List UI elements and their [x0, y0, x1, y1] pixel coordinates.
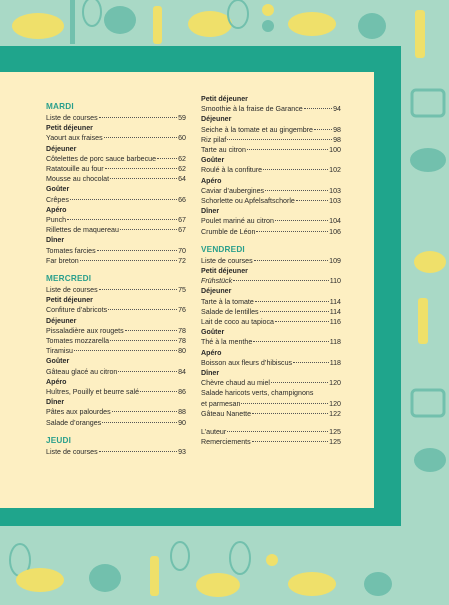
- toc-entry[interactable]: [46, 133, 186, 143]
- day-heading-mardi: MARDI: [46, 102, 74, 111]
- plate-icon: [364, 572, 392, 596]
- toc-entry-page: 103: [329, 197, 341, 206]
- toc-entry-page: 114: [329, 307, 341, 316]
- toc-entry-title: Thé à la menthe: [201, 338, 253, 347]
- dot-leader: [99, 117, 177, 118]
- grill-icon: [410, 148, 446, 172]
- skewer-icon: [262, 20, 274, 32]
- toc-entry[interactable]: [201, 437, 341, 447]
- dot-leader: [110, 340, 177, 341]
- meal-heading: Apéro: [201, 348, 222, 357]
- pan-icon: [12, 13, 64, 39]
- toc-entry-page: 78: [178, 337, 186, 346]
- toc-entry-page: 120: [329, 379, 341, 388]
- dot-leader: [271, 382, 328, 383]
- toc-entry-title: Côtelettes de porc sauce barbecue: [46, 154, 157, 163]
- toc-entry[interactable]: [46, 305, 186, 315]
- toc-entry[interactable]: [46, 367, 186, 377]
- dot-leader: [265, 190, 328, 191]
- meal-heading: Dîner: [201, 207, 220, 216]
- dot-leader: [120, 229, 177, 230]
- toc-entry-page: 59: [178, 114, 186, 122]
- toc-entry-page: 62: [178, 165, 186, 174]
- toc-entry-title: Smoothie à la fraise de Garance: [201, 105, 303, 114]
- dot-leader: [260, 311, 329, 312]
- toc-entry[interactable]: [201, 145, 341, 155]
- dot-leader: [247, 149, 328, 150]
- meal-heading: Petit déjeuner: [46, 296, 93, 305]
- toc-entry[interactable]: [201, 427, 341, 437]
- toc-entry-page: 66: [178, 195, 186, 204]
- dot-leader: [296, 200, 328, 201]
- toc-entry-title: Poulet mariné au citron: [201, 217, 274, 226]
- toc-entry-title: Gâteau Nanette: [201, 409, 252, 418]
- toc-entry-title: Riz pilaf: [201, 135, 227, 144]
- toc-entry-page: 86: [178, 388, 186, 397]
- pan-icon: [288, 572, 336, 596]
- toc-entry-title: Huîtres, Pouilly et beurre salé: [46, 388, 140, 397]
- plate-icon: [89, 564, 121, 592]
- contents-page: [0, 72, 374, 508]
- toc-entry[interactable]: [201, 186, 341, 196]
- toc-entry-page: 109: [329, 256, 341, 265]
- bottle-icon: [153, 6, 162, 44]
- toc-entry-page: 118: [329, 338, 341, 347]
- toc-entry-title: Lait de coco au tapioca: [201, 318, 274, 327]
- toc-entry-page: 120: [329, 399, 341, 408]
- pan-icon: [414, 251, 446, 273]
- dot-leader: [252, 441, 328, 442]
- dot-leader: [112, 411, 177, 412]
- toc-entry-page: 100: [329, 146, 341, 155]
- toc-entry[interactable]: [46, 195, 186, 205]
- meal-heading: Apéro: [201, 176, 222, 185]
- dot-leader: [99, 289, 177, 290]
- pan-icon: [188, 11, 232, 37]
- basket-icon: [412, 90, 444, 116]
- dot-leader: [80, 260, 177, 261]
- toc-entry-page: 93: [178, 447, 186, 456]
- toc-entry[interactable]: [201, 125, 341, 135]
- toc-entry-page: 76: [178, 306, 186, 315]
- toc-entry-page: 88: [178, 408, 186, 417]
- dot-leader: [293, 362, 329, 363]
- dot-leader: [140, 391, 177, 392]
- toc-entry[interactable]: [46, 285, 186, 295]
- toc-entry-page: 90: [178, 418, 186, 427]
- contents-column-right: [201, 94, 341, 448]
- toc-entry-title: Ratatouille au four: [46, 165, 104, 174]
- toc-entry[interactable]: [201, 409, 341, 419]
- pan-icon: [16, 568, 64, 592]
- toc-entry[interactable]: [201, 104, 341, 114]
- toc-entry-page: 72: [178, 256, 186, 265]
- section-gap: [201, 419, 341, 427]
- toc-entry-page: 64: [178, 175, 186, 184]
- bottle-icon: [418, 298, 428, 344]
- dot-leader: [275, 220, 328, 221]
- toc-entry-title: Salade d’oranges: [46, 418, 102, 427]
- toc-entry[interactable]: [46, 346, 186, 356]
- pan-icon: [196, 573, 240, 597]
- dot-leader: [110, 178, 177, 179]
- dot-leader: [241, 403, 328, 404]
- toc-entry[interactable]: [46, 447, 186, 457]
- meal-heading: Dîner: [201, 369, 220, 378]
- dot-leader: [233, 280, 329, 281]
- dot-leader: [252, 413, 328, 414]
- toc-entry-page: 102: [329, 166, 341, 175]
- toc-entry[interactable]: [201, 276, 341, 286]
- whisk-icon: [171, 542, 189, 570]
- toc-entry-page: 60: [178, 134, 186, 143]
- meal-heading: Apéro: [46, 377, 67, 386]
- toc-entry-page: 98: [333, 125, 341, 134]
- dot-leader: [227, 139, 332, 140]
- plate-icon: [104, 6, 136, 34]
- meal-heading: Déjeuner: [46, 144, 77, 153]
- dot-leader: [314, 129, 332, 130]
- dot-leader: [97, 250, 177, 251]
- toc-entry[interactable]: [201, 399, 341, 409]
- meal-heading: Déjeuner: [46, 316, 77, 325]
- toc-entry[interactable]: [201, 227, 341, 237]
- dot-leader: [104, 137, 177, 138]
- bottle-icon: [415, 10, 425, 58]
- toc-entry-page: 84: [178, 367, 186, 376]
- toc-entry-title: Liste de courses: [201, 256, 253, 265]
- bottle-icon: [150, 556, 159, 596]
- toc-entry[interactable]: [46, 164, 186, 174]
- dot-leader: [99, 451, 177, 452]
- whisk-icon: [230, 542, 250, 574]
- meal-heading: Déjeuner: [201, 287, 232, 296]
- grill-icon: [414, 448, 446, 472]
- toc-entry[interactable]: [201, 297, 341, 307]
- dot-leader: [67, 219, 177, 220]
- toc-entry-title: Chèvre chaud au miel: [201, 379, 271, 388]
- toc-entry-page: 125: [329, 428, 341, 437]
- toc-entry-title: Tomates mozzarella: [46, 337, 110, 346]
- skewer-icon: [266, 554, 278, 566]
- skewer-icon: [262, 4, 274, 16]
- toc-entry-page: 67: [178, 216, 186, 225]
- whisk-icon: [83, 0, 101, 26]
- dot-leader: [304, 108, 332, 109]
- toc-entry[interactable]: [201, 196, 341, 206]
- toc-entry-page: 78: [178, 326, 186, 335]
- spoon-icon: [70, 0, 75, 44]
- toc-entry-page: 116: [329, 318, 341, 327]
- day-heading-mercredi: MERCREDI: [46, 274, 92, 284]
- day-heading-jeudi: JEUDI: [46, 435, 72, 445]
- toc-entry-title: Frühstück: [201, 277, 233, 286]
- meal-heading: Apéro: [46, 205, 67, 214]
- toc-entry-title: Gâteau glacé au citron: [46, 367, 118, 376]
- toc-entry-page: 104: [329, 217, 341, 226]
- toc-entry[interactable]: [46, 326, 186, 336]
- toc-entry-title: Seiche à la tomate et au gingembre: [201, 125, 313, 134]
- dot-leader: [74, 350, 177, 351]
- toc-entry-title: Liste de courses: [46, 114, 98, 122]
- dot-leader: [227, 431, 328, 432]
- toc-entry[interactable]: [46, 407, 186, 417]
- toc-entry[interactable]: [46, 418, 186, 428]
- toc-entry-title: Roulé à la confiture: [201, 166, 263, 175]
- toc-entry[interactable]: [46, 154, 186, 164]
- toc-entry[interactable]: [46, 225, 186, 235]
- toc-entry[interactable]: [201, 378, 341, 388]
- meal-heading: Goûter: [46, 357, 70, 366]
- day-heading-vendredi: VENDREDI: [201, 244, 245, 254]
- dot-leader: [70, 199, 177, 200]
- toc-entry-title: Liste de courses: [46, 447, 98, 456]
- basket-icon: [412, 390, 444, 416]
- dot-leader: [275, 321, 329, 322]
- dot-leader: [108, 309, 177, 310]
- dot-leader: [263, 169, 328, 170]
- toc-entry-page: 103: [329, 186, 341, 195]
- toc-entry-page: 122: [329, 409, 341, 418]
- toc-entry-page: 106: [329, 227, 341, 236]
- toc-entry-title: Pâtes aux palourdes: [46, 408, 111, 417]
- recipe-title-line: Salade haricots verts, champignons: [201, 389, 314, 398]
- whisk-icon: [228, 0, 248, 28]
- toc-entry-title: Salade de lentilles: [201, 307, 259, 316]
- toc-entry[interactable]: [201, 337, 341, 347]
- toc-entry[interactable]: [201, 307, 341, 317]
- meal-heading: Petit déjeuner: [201, 95, 248, 103]
- toc-entry-title: Crumble de Léon: [201, 227, 256, 236]
- toc-entry-title: Far breton: [46, 256, 79, 265]
- toc-entry[interactable]: [46, 246, 186, 256]
- toc-entry[interactable]: [46, 336, 186, 346]
- dot-leader: [256, 231, 328, 232]
- toc-entry-page: 118: [329, 358, 341, 367]
- meal-heading: Déjeuner: [201, 115, 232, 124]
- contents-column-left: [46, 94, 186, 457]
- toc-entry[interactable]: [46, 215, 186, 225]
- toc-entry-page: 110: [329, 277, 341, 286]
- toc-entry[interactable]: [201, 317, 341, 327]
- toc-entry-page: 62: [178, 154, 186, 163]
- toc-entry[interactable]: [201, 358, 341, 368]
- toc-entry-title: Yaourt aux fraises: [46, 134, 103, 143]
- meal-heading: Goûter: [201, 156, 225, 165]
- dot-leader: [102, 422, 177, 423]
- toc-entry[interactable]: [201, 256, 341, 266]
- toc-entry-title: Boisson aux fleurs d’hibiscus: [201, 358, 293, 367]
- meal-heading: Petit déjeuner: [46, 124, 93, 133]
- toc-entry-title: Tomates farcies: [46, 246, 96, 255]
- toc-entry[interactable]: [46, 113, 186, 123]
- toc-entry-title: Tarte au citron: [201, 146, 246, 155]
- meal-heading: Dîner: [46, 236, 65, 245]
- toc-entry-title: et parmesan: [201, 399, 241, 408]
- toc-entry-title: Rillettes de maquereau: [46, 226, 119, 235]
- toc-entry-page: 67: [178, 226, 186, 235]
- dot-leader: [118, 371, 177, 372]
- plate-icon: [358, 13, 386, 39]
- toc-entry-title: Tiramisu: [46, 347, 73, 356]
- toc-entry-title: Confiture d’abricots: [46, 306, 108, 315]
- toc-entry[interactable]: [46, 387, 186, 397]
- dot-leader: [253, 341, 328, 342]
- toc-entry[interactable]: [201, 165, 341, 175]
- toc-entry-page: 80: [178, 347, 186, 356]
- toc-entry-title: Liste de courses: [46, 286, 98, 295]
- meal-heading: Petit déjeuner: [201, 267, 248, 276]
- toc-entry-title: Mousse au chocolat: [46, 175, 110, 184]
- toc-entry-page: 98: [333, 135, 341, 144]
- meal-heading: Goûter: [201, 328, 225, 337]
- toc-entry-title: Punch: [46, 216, 67, 225]
- toc-entry[interactable]: [46, 256, 186, 266]
- dot-leader: [255, 301, 329, 302]
- meal-heading: Goûter: [46, 185, 70, 194]
- toc-entry-page: 94: [333, 105, 341, 114]
- meal-heading: Dîner: [46, 398, 65, 407]
- dot-leader: [254, 260, 329, 261]
- pan-icon: [288, 12, 336, 36]
- toc-entry-title: L’auteur: [201, 428, 227, 437]
- dot-leader: [105, 168, 178, 169]
- toc-entry-title: Caviar d’aubergines: [201, 186, 265, 195]
- toc-entry-page: 114: [329, 297, 341, 306]
- toc-entry-page: 70: [178, 246, 186, 255]
- toc-entry-page: 75: [178, 286, 186, 295]
- toc-entry[interactable]: [201, 216, 341, 226]
- dot-leader: [125, 330, 177, 331]
- toc-entry-title: Schorlette ou Apfelsaftschorle: [201, 197, 295, 206]
- toc-entry-title: Pissaladière aux rougets: [46, 326, 124, 335]
- toc-entry-title: Tarte à la tomate: [201, 297, 254, 306]
- toc-entry-title: Crêpes: [46, 195, 69, 204]
- toc-entry[interactable]: [201, 135, 341, 145]
- toc-entry-page: 125: [329, 438, 341, 447]
- toc-entry[interactable]: [46, 174, 186, 184]
- toc-entry-title: Remerciements: [201, 438, 251, 447]
- dot-leader: [157, 158, 177, 159]
